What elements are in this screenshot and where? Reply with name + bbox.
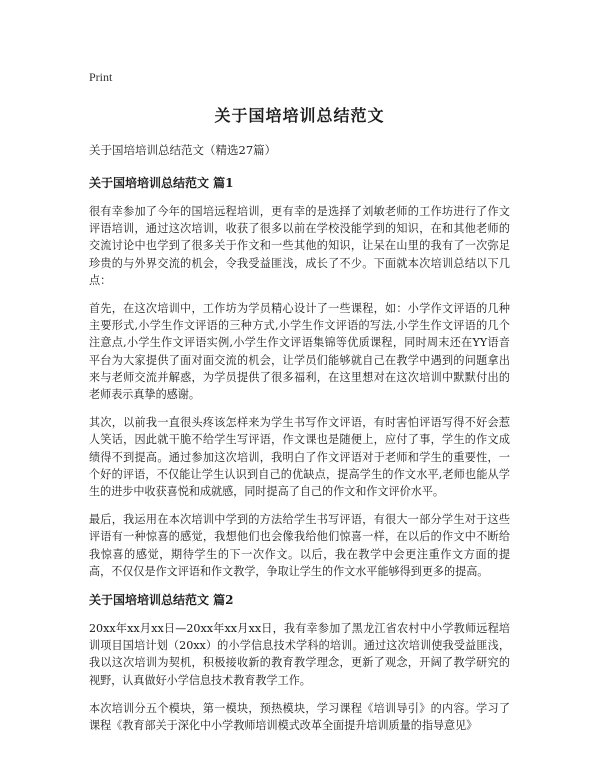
section-heading: 关于国培培训总结范文 篇1 <box>89 176 234 190</box>
paragraph: 最后，我运用在本次培训中学到的方法给学生书写评语，有很大一部分学生对于这些评语有一种惊喜的感觉，我想他们也会像我给他们惊喜一样，在以后的作文中不断给我惊喜的感觉，期待学生的下一次作文。以后，我在教学中会更注重作文方面的提高，不仅仅是作文评语和作文教学，争取让学生的作文水平能够得到更多的提高。 <box>89 513 510 578</box>
paragraph: 其次，以前我一直很头疼该怎样来为学生书写作文评语，有时害怕评语写得不好会惹人笑话，因此就干脆不给学生写评语，作文课也是随便上，应付了事，学生的作文成绩得不到提高。通过参加这次培训，我明白了作文评语对于老师和学生的重要性，一个好的评语，不仅能让学生认识到自己的优缺点，提高学生的作文水平,老师也能从学生的进步中收获喜悦和成就感，同时提高了自己的作文和作文评价水平。 <box>89 416 510 499</box>
paragraph: 很有幸参加了今年的国培远程培训，更有幸的是选择了刘敏老师的工作坊进行了作文评语培训，通过这次培训，收获了很多以前在学校没能学到的知识，在和其他老师的交流讨论中也学到了很多关于作文和一些其他的知识，让呆在山里的我有了一次弥足珍贵的与外界交流的机会，令我受益匪浅，成长了不少。下面就本次培训总结以下几点： <box>89 205 510 287</box>
section-2 <box>89 591 510 734</box>
print-label[interactable]: Print <box>89 70 113 84</box>
document-subtitle: 关于国培培训总结范文（精选27篇） <box>89 143 277 157</box>
section-1 <box>89 174 510 580</box>
paragraph: 20xx年xx月xx日—20xx年xx月xx日，我有幸参加了黑龙江省农村中小学教师远程培训项目国培计划（20xx）的小学信息技术学科的培训。通过这次培训使我受益匪浅，我以这次培训为契机，积极接收新的教育教学理念，更新了观念，开阔了教学研究的视野，认真做好小学信息技术教育教学工作。 <box>89 622 510 687</box>
paragraph: 首先，在这次培训中，工作坊为学员精心设计了一些课程，如：小学作文评语的几种主要形式,小学生作文评语的三种方式,小学生作文评语的写法,小学生作文评语的几个注意点,小学生作文评语实例,小学生作文评语集锦等优质课程，同时周末还在YY语音平台为大家提供了面对面交流的机会，让学员们能够就自己在教学中遇到的问题拿出来与老师交流并解惑，为学员提供了很多福利，在这里想对在这次培训中默默付出的老师表示真挚的感谢。 <box>89 302 510 402</box>
document-title: 关于国培培训总结范文 <box>214 106 385 125</box>
paragraph: 本次培训分五个模块，第一模块，预热模块，学习课程《培训导引》的内容。学习了课程《教育部关于深化中小学教师培训模式改革全面提升培训质量的指导意见》 <box>89 701 510 733</box>
section-heading: 关于国培培训总结范文 篇2 <box>89 593 234 608</box>
